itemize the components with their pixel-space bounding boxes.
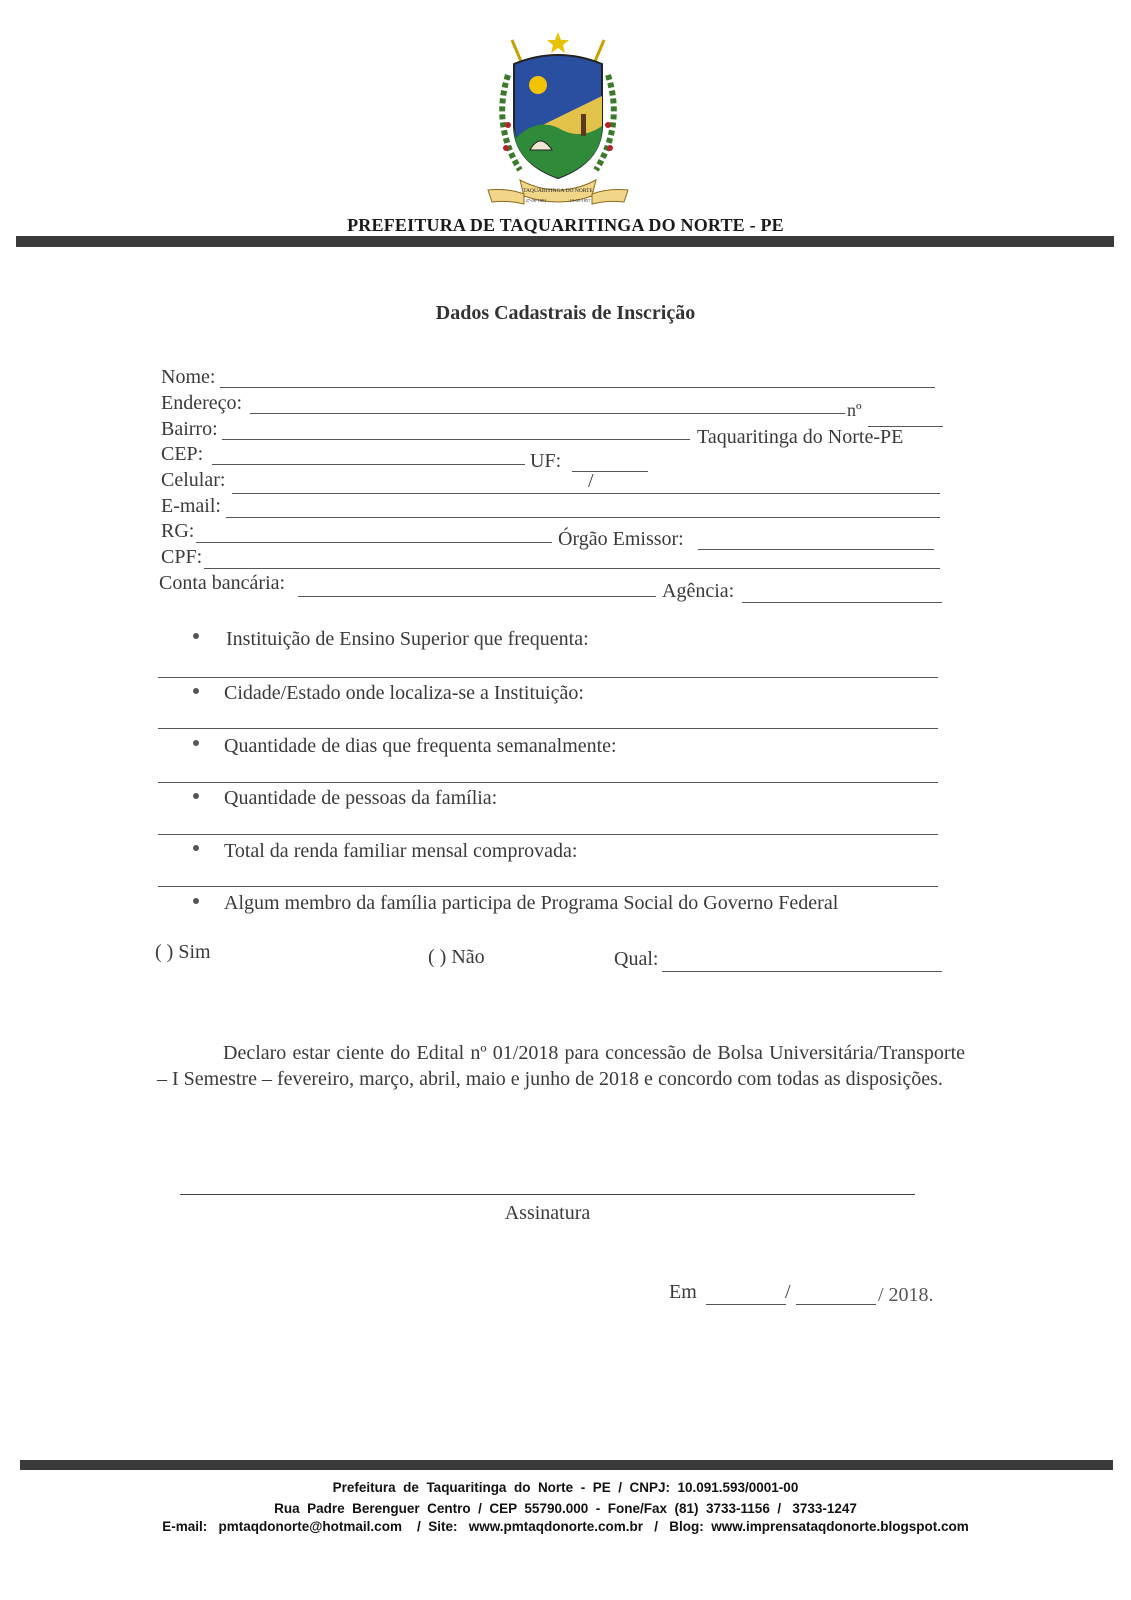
- cpf-label: CPF:: [161, 546, 203, 568]
- question-answer-line[interactable]: [158, 886, 938, 887]
- nome-field[interactable]: [220, 387, 935, 388]
- numero-label: nº: [847, 400, 862, 420]
- header-divider: [16, 236, 1114, 247]
- question-answer-line[interactable]: [158, 728, 938, 729]
- bairro-field[interactable]: [222, 439, 690, 440]
- sim-checkbox[interactable]: ( ) Sim: [155, 941, 211, 963]
- nao-checkbox[interactable]: ( ) Não: [428, 946, 485, 968]
- rg-field[interactable]: [196, 542, 552, 543]
- bullet: [193, 793, 199, 799]
- celular-label: Celular:: [161, 469, 226, 491]
- question-label: Total da renda familiar mensal comprovada:: [224, 840, 578, 862]
- footer-line-3: E-mail: pmtaqdonorte@hotmail.com / Site: www.pmtaqdonorte.com.br / Blog: www.imprensataqdonorte.blogspot.com: [162, 1519, 969, 1534]
- nome-label: Nome:: [161, 366, 216, 388]
- signature-line[interactable]: [180, 1194, 915, 1195]
- cep-field[interactable]: [212, 464, 525, 465]
- celular-separator: /: [588, 470, 594, 492]
- bullet: [193, 845, 199, 851]
- conta-bancaria-label: Conta bancária:: [159, 572, 286, 594]
- date-separator: /: [785, 1281, 791, 1303]
- orgao-emissor-label: Órgão Emissor:: [558, 528, 684, 550]
- crest-date-right: 10-05-1857: [569, 198, 591, 203]
- email-field[interactable]: [226, 517, 940, 518]
- question-answer-line[interactable]: [158, 677, 938, 678]
- question-label: Quantidade de pessoas da família:: [224, 787, 498, 809]
- city-state-text: Taquaritinga do Norte-PE: [697, 426, 904, 448]
- crest-ribbon-text: TAQUARITINGA DO NORTE: [523, 188, 593, 194]
- declaration-text: [157, 1040, 965, 1092]
- letterhead-title: PREFEITURA DE TAQUARITINGA DO NORTE - PE: [347, 215, 784, 235]
- qual-label: Qual:: [614, 948, 659, 970]
- date-day-field[interactable]: [706, 1304, 786, 1305]
- question-label: Quantidade de dias que frequenta semanalmente:: [224, 735, 617, 757]
- municipal-coat-of-arms: [478, 30, 638, 212]
- uf-label: UF:: [530, 450, 562, 472]
- cep-label: CEP:: [161, 443, 204, 465]
- orgao-emissor-field[interactable]: [698, 549, 934, 550]
- celular-field[interactable]: [232, 493, 940, 494]
- cpf-field[interactable]: [204, 568, 940, 569]
- footer-line-2: Rua Padre Berenguer Centro / CEP 55790.000 - Fone/Fax (81) 3733-1156 / 3733-1247: [274, 1501, 857, 1516]
- endereco-field[interactable]: [250, 413, 845, 414]
- agencia-label: Agência:: [662, 580, 735, 602]
- bullet: [193, 633, 199, 639]
- bullet: [193, 688, 199, 694]
- question-answer-line[interactable]: [158, 834, 938, 835]
- crest-date-left: 27-06-1851: [525, 198, 547, 203]
- rg-label: RG:: [161, 520, 195, 542]
- form-title: Dados Cadastrais de Inscrição: [435, 302, 696, 324]
- question-answer-line[interactable]: [158, 782, 938, 783]
- agencia-field[interactable]: [742, 602, 942, 603]
- endereco-label: Endereço:: [161, 392, 243, 414]
- date-year: / 2018.: [878, 1284, 934, 1306]
- signature-label: Assinatura: [504, 1202, 591, 1224]
- date-prefix: Em: [669, 1281, 697, 1303]
- date-month-field[interactable]: [796, 1304, 876, 1305]
- bullet: [193, 740, 199, 746]
- declaration-paragraph: Declaro estar ciente do Edital nº 01/2018 para concessão de Bolsa Universitária/Transporte – I Semestre – fevereiro, março, abril, maio e junho de 2018 e concordo com todas as disposições.: [157, 1042, 965, 1090]
- uf-field[interactable]: [572, 471, 648, 472]
- conta-bancaria-field[interactable]: [298, 596, 656, 597]
- question-label: Algum membro da família participa de Programa Social do Governo Federal: [224, 892, 839, 914]
- question-label: Instituição de Ensino Superior que frequenta:: [226, 628, 589, 650]
- footer-line-1: Prefeitura de Taquaritinga do Norte - PE / CNPJ: 10.091.593/0001-00: [332, 1480, 799, 1495]
- question-label: Cidade/Estado onde localiza-se a Instituição:: [224, 682, 584, 704]
- email-label: E-mail:: [161, 495, 221, 517]
- qual-field[interactable]: [662, 971, 942, 972]
- footer-divider: [20, 1460, 1113, 1470]
- bullet: [193, 898, 199, 904]
- bairro-label: Bairro:: [161, 418, 218, 440]
